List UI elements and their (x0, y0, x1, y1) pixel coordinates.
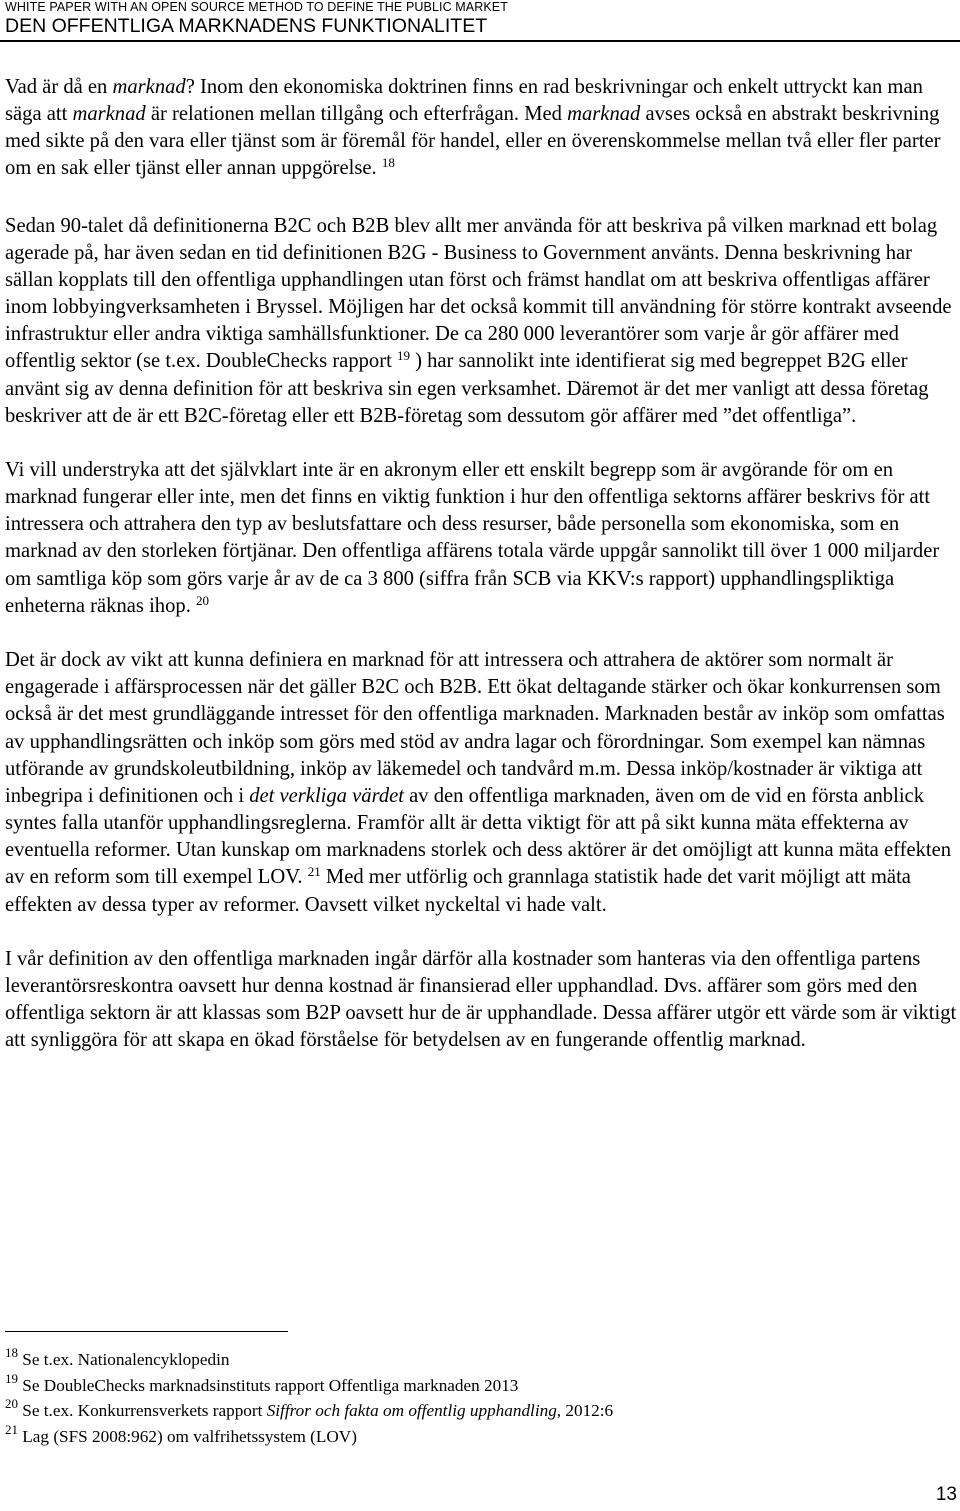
emphasis-marknad: marknad (72, 103, 146, 126)
footnote-ref-21[interactable]: 21 (307, 864, 321, 880)
emphasis-verkliga-vardet: det verkliga värdet (249, 784, 404, 807)
footnote-19: $^{19}$ Se DoubleChecks marknadsinstituts rapport Offentliga marknaden 2013 (5, 1370, 519, 1395)
paragraph-define-market: Det är dock av vikt att kunna definiera en marknad för att intressera och attrahera de aktörer som normalt är engagerade i affärsprocessen när det gäller B2C och B2B. Ett ökat deltagande stärker och ökar konkurrensen som också är det mest grundläggande intresset för den offentliga marknaden. Marknaden består av inköp som omfattas av upphandlingsrätten och inköp som görs med stöd av andra lagar och förordningar. Som exempel kan nämnas utförande av grundskoleutbildning, inköp av läkemedel och tandvård m.m. Dessa inköp/kostnader är viktiga att inbegripa i definitionen och i det verkliga värdet av den offentliga marknaden, även om de vid en första anblick syntes falla utanför upphandlingsreglerna. Framför allt är detta viktigt för att på sikt kunna mäta effekterna av eventuella reformer. Utan kunskap om marknadens storlek och dess aktörer är det omöjligt att kunna mäta effekten av en reform som till exempel LOV. $^{21}$ Med mer utförlig och grannlaga statistik hade det varit möjligt att mäta effekten av dessa typer av reformer. Oavsett vilket nyckeltal vi hade valt. (5, 649, 952, 916)
emphasis-marknad: marknad (567, 103, 641, 126)
footnote-ref-18[interactable]: 18 (381, 155, 395, 171)
main-body (5, 74, 957, 1082)
footnote-divider (5, 1331, 288, 1332)
header-subtitle: WHITE PAPER WITH AN OPEN SOURCE METHOD TO DEFINE THE PUBLIC MARKET (5, 0, 508, 14)
paragraph-market-definition: Vad är då en marknad? Inom den ekonomiska doktrinen finns en rad beskrivningar och enkelt uttryckt kan man säga att marknad är relationen mellan tillgång och efterfrågan. Med marknad avses också en abstrakt beskrivning med sikte på den vara eller tjänst som är föremål för handel, eller en överenskommelse mellan två eller fler parter om en sak eller tjänst eller annan uppgörelse. $^{18}$ (5, 76, 941, 180)
footnote-ref-20[interactable]: 20 (196, 592, 209, 608)
paragraph-b2g: Sedan 90-talet då definitionerna B2C och B2B blev allt mer använda för att beskriva på vilken marknad ett bolag agerade på, har även sedan en tid definitionen B2G - Business to Government använts. Denna beskrivning har sällan kopplats till den offentliga upphandlingen utan först och främst handlat om att beskriva offentligas affärer inom lobbyingverksamheten i Bryssel. Möjligen har det också kommit till användning för större kontrakt avseende infrastruktur eller andra viktiga samhällsfunktioner. De ca 280 000 leverantörer som varje år gör affärer med offentlig sektor (se t.ex. DoubleChecks rapport $^{19}$ ) har sannolikt inte identifierat sig med begreppet B2G eller använt sig av denna definition för att beskriva sin egen verksamhet. Däremot är det mer vanligt att dessa företag beskriver att de är ett B2C-företag eller ett B2B-företag som dessutom gör affärer med ”det offentliga”. (5, 214, 952, 427)
footnote-21: $^{21}$ Lag (SFS 2008:962) om valfrihetssystem (LOV) (5, 1421, 357, 1446)
footnotes (5, 1347, 945, 1449)
paragraph-our-definition: I vår definition av den offentliga marknaden ingår därför alla kostnader som hanteras via den offentliga partens leverantörsreskontra oavsett hur denna kostnad är finansierad eller upphandlad. Dvs. affärer som görs med den offentliga sektorn är att klassas som B2P oavsett hur de är upphandlade. Dessa affärer utgör ett värde som är viktigt att synliggöra för att skapa en ökad förståelse för betydelsen av en fungerande offentlig marknad. (5, 947, 957, 1052)
page-number: 13 (935, 1484, 957, 1505)
emphasis-marknad: marknad (112, 76, 186, 98)
footnote-20: $^{20}$ Se t.ex. Konkurrensverkets rapport Siffror och fakta om offentlig upphandling, 2012:6 (5, 1396, 614, 1420)
header-divider (0, 40, 960, 42)
header-title: DEN OFFENTLIGA MARKNADENS FUNKTIONALITET (5, 15, 488, 37)
page-header (5, 0, 508, 37)
paragraph-acronym: Vi vill understryka att det självklart inte är en akronym eller ett enskilt begrepp som är avgörande för om en marknad fungerar eller inte, men det finns en viktig funktion i hur den offentliga sektorns affärer beskrivs för att intressera och attrahera den typ av beslutsfattare och dess resurser, både personella som ekonomiska, som en marknad av den storleken förtjänar. Den offentliga affärens totala värde uppgår sannolikt till över 1 000 miljarder om samtliga köp som görs varje år av de ca 3 800 (siffra från SCB via KKV:s rapport) upphandlingspliktiga enheterna räknas ihop. $^{20}$ (5, 459, 940, 617)
footnote-ref-19[interactable]: 19 (396, 348, 410, 364)
footnote-18: $^{18}$ Se t.ex. Nationalencyklopedin (5, 1345, 230, 1369)
